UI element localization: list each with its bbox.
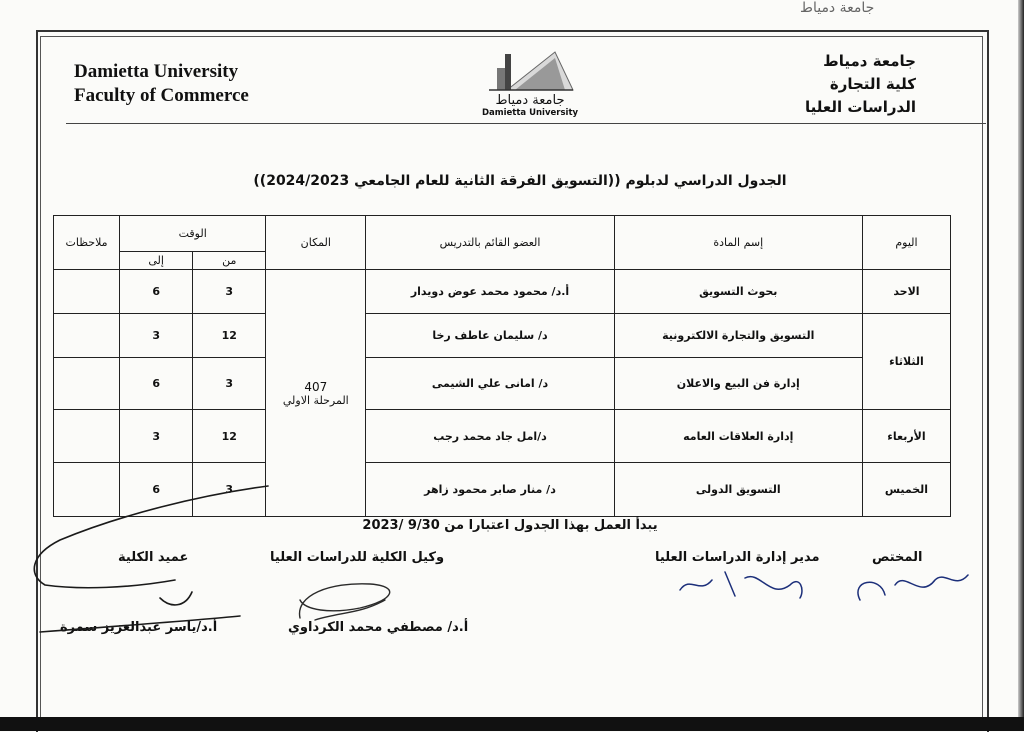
to-cell: 6 <box>120 270 193 314</box>
university-name-en: Damietta University <box>74 61 239 82</box>
schedule-title: الجدول الدراسي لدبلوم ((التسويق الفرقة الثانية للعام الجامعي 2024/2023)) <box>253 173 787 189</box>
faculty-cell: أ.د/ محمود محمد عوض دويدار <box>366 270 614 314</box>
header-subject: إسم المادة <box>614 216 862 270</box>
dean-signature-stroke <box>34 486 268 588</box>
subject-cell: التسويق والتجارة الالكترونية <box>614 314 862 358</box>
room-number: 407 <box>304 379 328 394</box>
top-page-fragment: جامعة دمياط <box>800 0 875 16</box>
from-cell: 3 <box>193 358 266 410</box>
faculty-cell: د/ امانى علي الشيمى <box>366 358 614 410</box>
vice-dean-name: أ.د/ مصطفي محمد الكرداوي <box>288 620 469 635</box>
faculty-name-ar: كلية التجارة <box>829 75 916 93</box>
stage-label: المرحلة الاولي <box>282 393 349 407</box>
manager-title: مدير إدارة الدراسات العليا <box>655 550 820 565</box>
from-cell: 12 <box>193 410 266 463</box>
subject-cell: إدارة فن البيع والاعلان <box>614 358 862 410</box>
specialist-title: المختص <box>872 550 923 565</box>
department-name-ar: الدراسات العليا <box>804 98 916 116</box>
dean-name: أ.د/ياسر عبدالعزيز سمرة <box>60 620 218 635</box>
day-cell: الاحد <box>862 270 950 314</box>
subject-cell: بحوث التسويق <box>614 270 862 314</box>
to-cell: 3 <box>120 314 193 358</box>
faculty-cell: د/ منار صابر محمود زاهر <box>366 463 614 517</box>
from-cell: 3 <box>193 270 266 314</box>
to-cell: 6 <box>120 463 193 517</box>
header-to: إلى <box>120 252 193 270</box>
day-cell: الخميس <box>862 463 950 517</box>
dean-title: عميد الكلية <box>118 550 189 565</box>
dean-signature-hook <box>160 592 192 605</box>
faculty-name-en: Faculty of Commerce <box>74 85 249 106</box>
bottom-shadow-band <box>0 717 1024 731</box>
to-cell: 6 <box>120 358 193 410</box>
faculty-cell: د/امل جاد محمد رجب <box>366 410 614 463</box>
header-day: اليوم <box>862 216 950 270</box>
logo-text-ar: جامعة دمياط <box>495 93 565 108</box>
header-notes: ملاحظات <box>54 216 120 270</box>
day-cell: الأربعاء <box>862 410 950 463</box>
effective-date-note: يبدأ العمل بهذا الجدول اعتبارا من 9/30 /2023 <box>362 518 658 533</box>
manager-signature-stroke <box>680 572 802 598</box>
faculty-cell: د/ سليمان عاطف رخا <box>366 314 614 358</box>
university-name-ar: جامعة دمياط <box>823 52 916 70</box>
header-time: الوقت <box>120 216 266 252</box>
from-cell: 12 <box>193 314 266 358</box>
day-cell: الثلاثاء <box>862 314 950 410</box>
subject-cell: إدارة العلاقات العامه <box>614 410 862 463</box>
header-faculty: العضو القائم بالتدريس <box>366 216 614 270</box>
to-cell: 3 <box>120 410 193 463</box>
dean-signature-underline <box>40 616 240 632</box>
vice-dean-title: وكيل الكلية للدراسات العليا <box>270 550 445 565</box>
header-place: المكان <box>266 216 366 270</box>
from-cell: 3 <box>193 463 266 517</box>
subject-cell: التسويق الدولى <box>614 463 862 517</box>
logo-text-en: Damietta University <box>481 108 579 118</box>
specialist-signature-stroke <box>858 575 968 600</box>
header-from: من <box>193 252 266 270</box>
